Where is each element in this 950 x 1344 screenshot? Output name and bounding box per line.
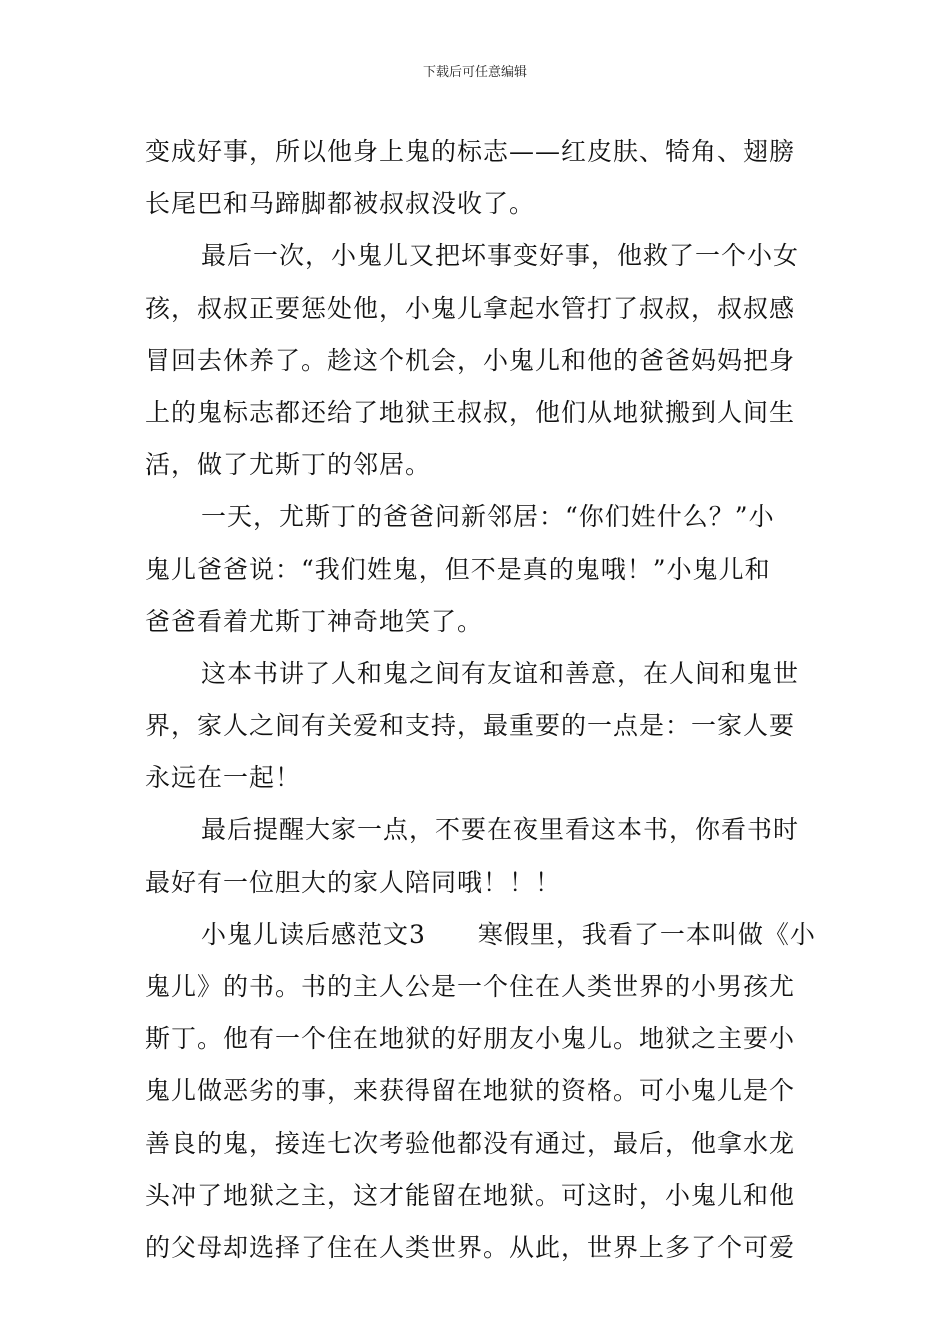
text-line: 鬼儿爸爸说：“我们姓鬼，但不是真的鬼哦！”小鬼儿和 <box>145 554 771 584</box>
text-line: 的父母却选择了住在人类世界。从此，世界上多了个可爱 <box>145 1232 796 1262</box>
text-line: 长尾巴和马蹄脚都被叔叔没收了。 <box>145 189 536 219</box>
document-body <box>145 126 815 1274</box>
text-line: 善良的鬼，接连七次考验他都没有通过，最后，他拿水龙 <box>145 1128 796 1158</box>
text-line: 最后提醒大家一点，不要在夜里看这本书，你看书时 <box>201 815 800 845</box>
text-line: 变成好事，所以他身上鬼的标志——红皮肤、犄角、翅膀 <box>145 137 796 166</box>
text-line: 最好有一位胆大的家人陪同哦！！！ <box>145 867 562 897</box>
text-line: 孩，叔叔正要惩处他，小鬼儿拿起水管打了叔叔，叔叔感 <box>145 293 796 323</box>
text-line: 冒回去休养了。趁这个机会，小鬼儿和他的爸爸妈妈把身 <box>145 345 796 375</box>
page-header: 下载后可任意编辑 <box>422 65 527 80</box>
text-line: 界，家人之间有关爱和支持，最重要的一点是：一家人要 <box>145 711 796 741</box>
text-line: 一天，尤斯丁的爸爸问新邻居：“你们姓什么？”小 <box>201 502 775 532</box>
text-line: 斯丁。他有一个住在地狱的好朋友小鬼儿。地狱之主要小 <box>145 1024 796 1054</box>
text-line: 上的鬼标志都还给了地狱王叔叔，他们从地狱搬到人间生 <box>145 397 796 427</box>
text-line: 这本书讲了人和鬼之间有友谊和善意，在人间和鬼世 <box>201 658 800 688</box>
text-line: 小鬼儿读后感范文3 寒假里，我看了一本叫做《小 <box>201 919 816 949</box>
text-line: 爸爸看着尤斯丁神奇地笑了。 <box>145 606 484 636</box>
text-line: 永远在一起！ <box>145 763 302 793</box>
text-line: 鬼儿》的书。书的主人公是一个住在人类世界的小男孩尤 <box>145 972 796 1001</box>
text-line: 鬼儿做恶劣的事，来获得留在地狱的资格。可小鬼儿是个 <box>145 1076 796 1106</box>
text-line: 头冲了地狱之主，这才能留在地狱。可这时，小鬼儿和他 <box>145 1180 796 1210</box>
text-line: 最后一次，小鬼儿又把坏事变好事，他救了一个小女 <box>201 241 800 271</box>
text-line: 活，做了尤斯丁的邻居。 <box>145 450 432 480</box>
